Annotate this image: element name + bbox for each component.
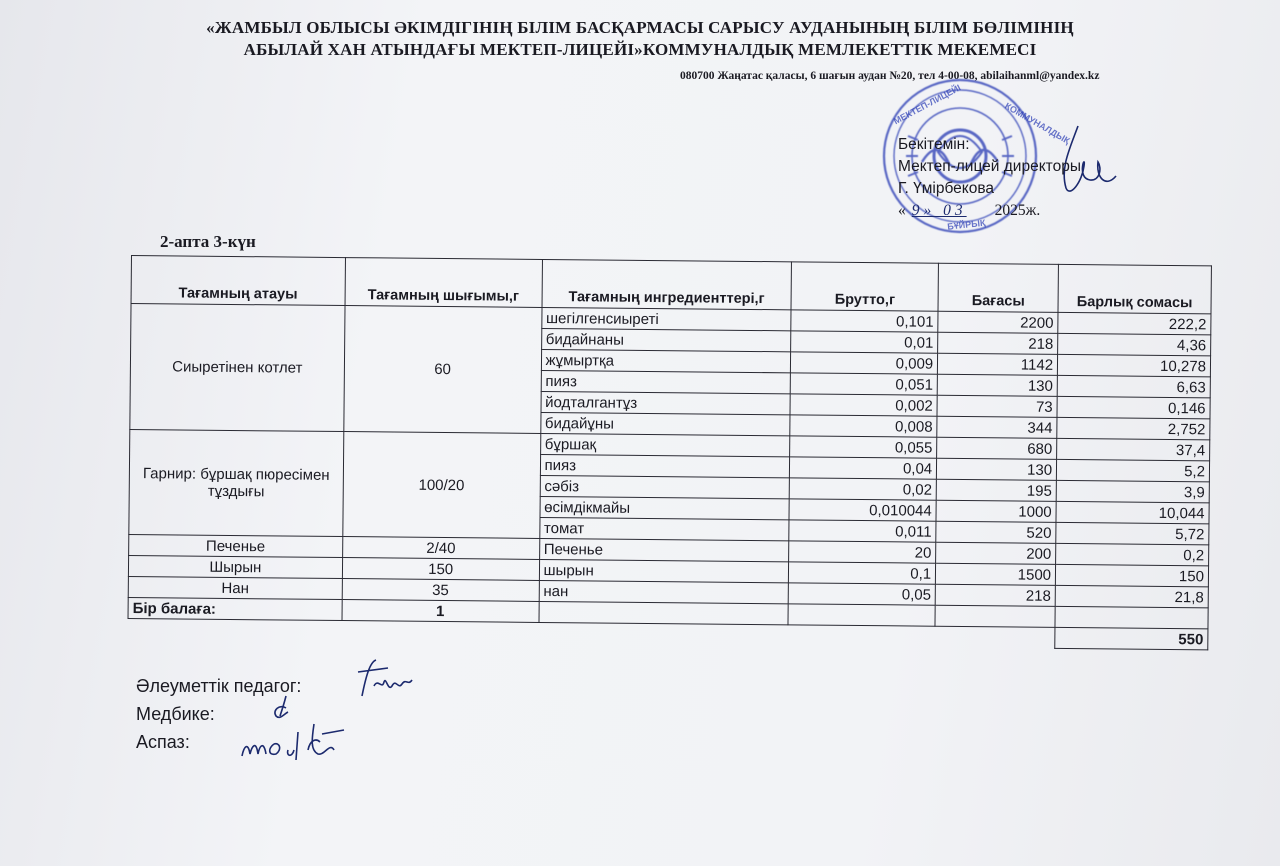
brutto-cell: 0,002 (790, 394, 937, 416)
brutto-cell: 0,051 (791, 373, 938, 395)
dish-name-cell: Печенье (129, 534, 343, 557)
date-prefix: « (898, 202, 906, 219)
dish-name-cell: Сиыретінен котлет (130, 304, 345, 432)
col-header-price: Бағасы (938, 263, 1058, 312)
brutto-cell: 0,1 (789, 562, 936, 584)
price-cell: 195 (936, 479, 1056, 501)
approval-director-name: Г. Үмірбекова (898, 180, 995, 197)
date-suffix: 2025ж. (994, 202, 1041, 219)
price-cell: 1000 (936, 500, 1056, 522)
role-cook: Аспаз: (136, 732, 190, 752)
social-teacher-signature (352, 656, 416, 702)
price-cell: 130 (937, 374, 1057, 396)
brutto-cell: 0,01 (791, 331, 938, 353)
dish-yield-cell: 60 (344, 306, 542, 434)
total-cell: 0,146 (1057, 396, 1210, 418)
dish-yield-cell: 35 (342, 579, 539, 602)
price-cell: 73 (937, 395, 1057, 417)
empty-cell (539, 601, 789, 624)
per-child-label: Бір балаға: (128, 597, 342, 620)
price-cell: 2200 (938, 311, 1058, 333)
total-cell: 21,8 (1055, 585, 1208, 607)
brutto-cell: 0,101 (791, 310, 938, 332)
price-cell: 520 (936, 521, 1056, 543)
price-cell: 218 (935, 584, 1055, 606)
total-cell: 2,752 (1057, 417, 1210, 439)
total-cell: 150 (1055, 564, 1208, 586)
col-header-total: Барлық сомасы (1058, 264, 1211, 313)
dish-yield-cell: 2/40 (342, 537, 539, 560)
nurse-signature (266, 692, 296, 722)
price-cell: 1500 (936, 563, 1056, 585)
ingredient-cell: Печенье (539, 538, 789, 561)
menu-table (127, 255, 1212, 650)
approval-block (898, 134, 1081, 222)
dish-name-cell: Шырын (128, 555, 342, 578)
total-cell: 6,63 (1057, 375, 1210, 397)
ingredient-cell: жұмыртқа (541, 349, 791, 372)
cook-signature (238, 720, 354, 770)
col-header-name: Тағамның атауы (131, 256, 345, 306)
total-cell: 222,2 (1058, 312, 1211, 334)
ingredient-cell: өсімдікмайы (540, 496, 790, 519)
price-cell: 130 (937, 458, 1057, 480)
brutto-cell: 0,008 (790, 415, 937, 437)
ingredient-cell: бидайұны (540, 412, 790, 435)
col-header-brutto: Брутто,г (791, 262, 938, 311)
total-cell: 10,044 (1056, 501, 1209, 523)
brutto-cell: 0,02 (790, 478, 937, 500)
per-child-count: 1 (342, 600, 539, 623)
header-address: 080700 Жаңатас қаласы, 6 шағын аудан №20, тел 4-00-08, abilaihanml@yandex.kz (680, 70, 1100, 82)
ingredient-cell: бидайнаны (541, 328, 791, 351)
ingredient-cell: пияз (541, 370, 791, 393)
ingredient-cell: пияз (540, 454, 790, 477)
empty-cell (935, 605, 1055, 627)
ingredient-cell: томат (539, 517, 789, 540)
header-line-2: АБЫЛАЙ ХАН АТЫНДАҒЫ МЕКТЕП-ЛИЦЕЙІ»КОММУНАЛДЫҚ МЕМЛЕКЕТТІК МЕКЕМЕСІ (243, 40, 1037, 59)
brutto-cell: 20 (789, 541, 936, 563)
price-cell: 680 (937, 437, 1057, 459)
price-cell: 200 (936, 542, 1056, 564)
approval-date (898, 200, 1081, 222)
brutto-cell: 0,011 (789, 520, 936, 542)
empty-cell (788, 604, 935, 626)
total-cell: 0,2 (1056, 543, 1209, 565)
approval-position: Мектеп-лицей директоры (898, 158, 1081, 175)
brutto-cell: 0,055 (790, 436, 937, 458)
total-cell: 10,278 (1057, 354, 1210, 376)
total-cell: 3,9 (1056, 480, 1209, 502)
ingredient-cell: йодталгантұз (541, 391, 791, 414)
dish-name-cell: Гарнир: бұршақ пюресімен тұздығы (129, 429, 344, 536)
ingredient-cell: сәбіз (540, 475, 790, 498)
svg-text:МЕКТЕП-ЛИЦЕЙІ: МЕКТЕП-ЛИЦЕЙІ (891, 82, 963, 127)
total-cell: 4,36 (1058, 333, 1211, 355)
role-nurse: Медбике: (136, 704, 215, 724)
svg-text:БҰЙРЫҚ: БҰЙРЫҚ (946, 217, 986, 232)
brutto-cell: 0,010044 (789, 499, 936, 521)
total-cell: 5,72 (1056, 522, 1209, 544)
dish-name-cell: Нан (128, 576, 342, 599)
dish-yield-cell: 150 (342, 558, 539, 581)
ingredient-cell: нан (539, 580, 789, 603)
week-day-label: 2-апта 3-күн (160, 232, 256, 251)
price-cell: 1142 (938, 353, 1058, 375)
svg-text:КОММУНАЛДЫҚ: КОММУНАЛДЫҚ (1003, 100, 1072, 146)
role-social-teacher: Әлеуметтік педагог: (136, 676, 302, 696)
ingredient-cell: шегілгенсиыреті (541, 307, 791, 330)
brutto-cell: 0,05 (789, 583, 936, 605)
brutto-cell: 0,04 (790, 457, 937, 479)
col-header-ingredients: Тағамның ингредиенттері,г (542, 259, 792, 309)
price-cell: 344 (937, 416, 1057, 438)
ingredient-cell: шырын (539, 559, 789, 582)
approval-title: Бекітемін: (898, 136, 970, 153)
dish-yield-cell: 100/20 (343, 432, 541, 539)
total-cell: 5,2 (1056, 459, 1209, 481)
brutto-cell: 0,009 (791, 352, 938, 374)
header-line-1: «ЖАМБЫЛ ОБЛЫСЫ ӘКІМДІГІНІҢ БІЛІМ БАСҚАРМАСЫ САРЫСУ АУДАНЫНЫҢ БІЛІМ БӨЛІМІНІҢ (206, 18, 1074, 37)
price-cell: 218 (938, 332, 1058, 354)
ingredient-cell: бұршақ (540, 433, 790, 456)
date-handwritten: 9» 03 (911, 202, 967, 219)
grand-total-cell: 550 (1055, 627, 1208, 649)
empty-cell (1055, 606, 1208, 628)
col-header-yield: Тағамның шығымы,г (345, 258, 542, 308)
total-cell: 37,4 (1057, 438, 1210, 460)
